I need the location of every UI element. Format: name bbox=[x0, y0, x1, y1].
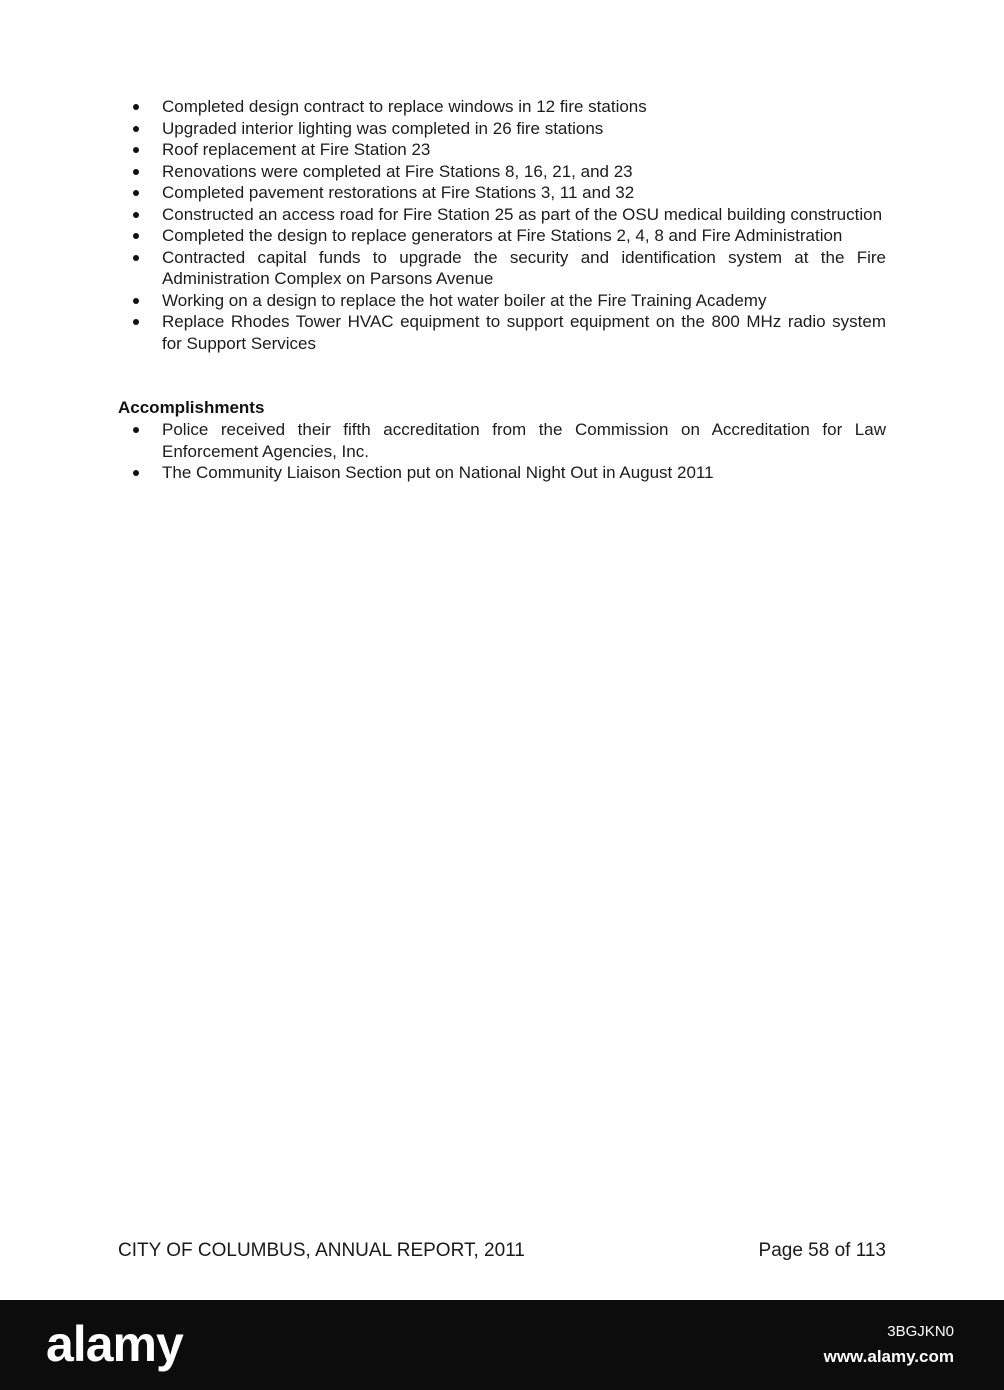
list-item-text: Renovations were completed at Fire Stations 8, 16, 21, and 23 bbox=[162, 161, 633, 181]
bullet-icon bbox=[133, 212, 139, 218]
list-item bbox=[118, 247, 886, 290]
list-item bbox=[118, 204, 886, 226]
list-item bbox=[118, 225, 886, 247]
bullet-icon bbox=[133, 255, 139, 261]
bullet-icon bbox=[133, 319, 139, 325]
alamy-logo: alamy bbox=[46, 1316, 183, 1372]
bullet-icon bbox=[133, 147, 139, 153]
list-item-text: Working on a design to replace the hot water boiler at the Fire Training Academy bbox=[162, 290, 767, 310]
watermark-image-id: 3BGJKN0 bbox=[887, 1323, 954, 1340]
list-item-text: Completed the design to replace generators at Fire Stations 2, 4, 8 and Fire Administration bbox=[162, 226, 843, 245]
list-item-text: Replace Rhodes Tower HVAC equipment to support equipment on the 800 MHz radio system for Support Services bbox=[162, 312, 886, 353]
list-item-text: Completed pavement restorations at Fire Stations 3, 11 and 32 bbox=[162, 183, 635, 202]
list-item bbox=[118, 161, 886, 183]
list-item-text: Completed design contract to replace windows in 12 fire stations bbox=[162, 97, 647, 116]
list-item bbox=[118, 462, 886, 484]
list-item-text: Roof replacement at Fire Station 23 bbox=[162, 140, 431, 159]
list-item bbox=[118, 118, 886, 140]
list-item-text: Upgraded interior lighting was completed in 26 fire stations bbox=[162, 118, 604, 138]
bullet-icon bbox=[133, 104, 139, 110]
footer-page-number: Page 58 of 113 bbox=[758, 1240, 886, 1261]
list-item bbox=[118, 419, 886, 462]
bullet-icon bbox=[133, 298, 139, 304]
list-item-text: Police received their fifth accreditation from the Commission on Accreditation for Law Enforcement Agencies, Inc. bbox=[162, 420, 886, 461]
list-item bbox=[118, 290, 886, 312]
accomplishments-heading: Accomplishments bbox=[118, 398, 265, 417]
list-item-text: The Community Liaison Section put on National Night Out in August 2011 bbox=[162, 463, 714, 482]
watermark-url: www.alamy.com bbox=[823, 1347, 954, 1366]
list-item bbox=[118, 311, 886, 354]
bullet-icon bbox=[133, 427, 139, 433]
list-item bbox=[118, 96, 886, 118]
bullet-icon bbox=[133, 233, 139, 239]
accomplishments-bullet-list bbox=[118, 419, 886, 484]
bullet-icon bbox=[133, 470, 139, 476]
list-item bbox=[118, 182, 886, 204]
bullet-icon bbox=[133, 169, 139, 175]
bullet-icon bbox=[133, 126, 139, 132]
watermark-bar bbox=[0, 1300, 1004, 1390]
list-item-text: Contracted capital funds to upgrade the security and identification system at the Fire Administration Complex on Parsons Avenue bbox=[162, 247, 886, 288]
bullet-icon bbox=[133, 190, 139, 196]
list-item bbox=[118, 139, 886, 161]
projects-bullet-list bbox=[118, 96, 886, 354]
list-item-text: Constructed an access road for Fire Station 25 as part of the OSU medical building construction bbox=[162, 204, 883, 224]
footer-report-title: CITY OF COLUMBUS, ANNUAL REPORT, 2011 bbox=[118, 1240, 525, 1261]
